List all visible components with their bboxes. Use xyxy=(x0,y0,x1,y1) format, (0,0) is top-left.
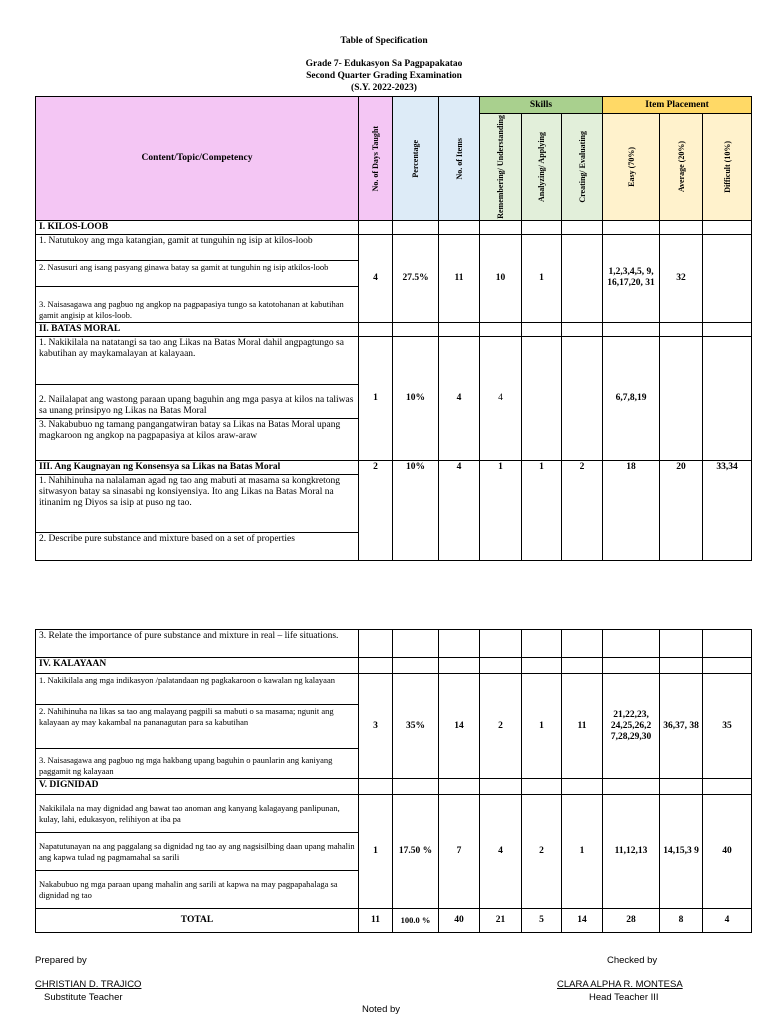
total-remembering: 21 xyxy=(480,909,522,933)
remembering-value: 4 xyxy=(480,795,522,909)
analyzing-value: 1 xyxy=(522,674,562,779)
difficult-value xyxy=(703,234,752,322)
competency-item: 1. Nakikilala na natatangi sa tao ang Likas na Batas Moral dahil angpagtungo sa kabutihan ay maykamalayan at kalayaan. xyxy=(36,336,359,384)
percentage-value: 17.50 % xyxy=(393,795,439,909)
percentage-value: 10% xyxy=(393,460,439,560)
header-easy: Easy (70%) xyxy=(626,147,636,187)
items-value: 11 xyxy=(439,234,480,322)
easy-value: 11,12,13 xyxy=(603,795,660,909)
remembering-value: 4 xyxy=(480,336,522,460)
header-analyzing: Analyzing/ Applying xyxy=(537,131,546,202)
checked-by-role: Head Teacher III xyxy=(589,992,659,1003)
easy-value: 21,22,23, 24,25,26,2 7,28,29,30 xyxy=(603,674,660,779)
checked-by-label: Checked by xyxy=(607,955,658,966)
remembering-value: 2 xyxy=(480,674,522,779)
competency-item: Nakabubuo ng mga paraan upang mahalin ang sarili at kapwa na may pagpapahalaga sa dignidad ng tao xyxy=(36,871,359,909)
creating-value xyxy=(562,336,603,460)
header-average: Average (20%) xyxy=(676,141,686,193)
total-days: 11 xyxy=(359,909,393,933)
items-value: 14 xyxy=(439,674,480,779)
prepared-by-name: CHRISTIAN D. TRAJICO xyxy=(35,979,142,990)
difficult-value: 33,34 xyxy=(703,460,752,560)
easy-value: 1,2,3,4,5, 9, 16,17,20, 31 xyxy=(603,234,660,322)
competency-item: 2. Describe pure substance and mixture based on a set of properties xyxy=(36,532,359,560)
competency-item: 3. Naisasagawa ang pagbuo ng angkop na pagpapasiya tungo sa katotohanan at kabutihan gamit angisip at kilos-loob. xyxy=(36,286,359,322)
days-value: 2 xyxy=(359,460,393,560)
analyzing-value xyxy=(522,336,562,460)
header-creating: Creating/ Evaluating xyxy=(577,131,587,203)
prepared-by-role: Substitute Teacher xyxy=(44,992,123,1003)
document-subtitle-year: (S.Y. 2022-2023) xyxy=(351,83,417,93)
average-value: 32 xyxy=(660,234,703,322)
total-percentage: 100.0 % xyxy=(393,909,439,933)
total-difficult: 4 xyxy=(703,909,752,933)
percentage-value: 35% xyxy=(393,674,439,779)
difficult-value xyxy=(703,336,752,460)
document-subtitle-grade: Grade 7- Edukasyon Sa Pagpapakatao xyxy=(305,59,463,69)
percentage-value: 10% xyxy=(393,336,439,460)
document-title: Table of Specification xyxy=(340,36,428,46)
average-value xyxy=(660,336,703,460)
average-value: 14,15,3 9 xyxy=(660,795,703,909)
header-item-placement: Item Placement xyxy=(603,97,752,114)
competency-item: 2. Nailalapat ang wastong paraan upang baguhin ang mga pasya at kilos na taliwas sa unang prinsipyo ng Likas na Batas Moral xyxy=(36,384,359,418)
competency-item: 2. Nahihinuha na likas sa tao ang malayang pagpili sa mabuti o sa masama; ngunit ang kalayaan ay may kakambal na pananagutan para sa kabutihan xyxy=(36,705,359,749)
difficult-value: 40 xyxy=(703,795,752,909)
header-remembering: Remembering/ Understanding xyxy=(496,115,505,219)
competency-item: 2. Nasusuri ang isang pasyang ginawa batay sa gamit at tunguhin ng isip atkilos-loob xyxy=(36,260,359,286)
easy-value: 6,7,8,19 xyxy=(603,336,660,460)
creating-value: 11 xyxy=(562,674,603,779)
easy-value: 18 xyxy=(603,460,660,560)
average-value: 20 xyxy=(660,460,703,560)
days-value: 3 xyxy=(359,674,393,779)
total-label: TOTAL xyxy=(36,909,359,933)
section-title: IV. KALAYAAN xyxy=(36,658,359,674)
items-value: 4 xyxy=(439,460,480,560)
checked-by-name: CLARA ALPHA R. MONTESA xyxy=(557,979,683,990)
header-content: Content/Topic/Competency xyxy=(36,97,359,221)
total-creating: 14 xyxy=(562,909,603,933)
competency-item: 1. Natutukoy ang mga katangian, gamit at tunguhin ng isip at kilos-loob xyxy=(36,234,359,260)
spec-table-page1 xyxy=(35,96,752,561)
days-value: 1 xyxy=(359,795,393,909)
competency-item: 3. Relate the importance of pure substance and mixture in real – life situations. xyxy=(36,630,359,658)
remembering-value: 10 xyxy=(480,234,522,322)
remembering-value: 1 xyxy=(480,460,522,560)
days-value: 4 xyxy=(359,234,393,322)
creating-value: 1 xyxy=(562,795,603,909)
document-subtitle-exam: Second Quarter Grading Examination xyxy=(306,71,462,81)
average-value: 36,37, 38 xyxy=(660,674,703,779)
analyzing-value: 1 xyxy=(522,234,562,322)
competency-item: Napatutunayan na ang paggalang sa dignidad ng tao ay ang nagsisilbing daan upang mahalin ang kapwa tulad ng pagmamahal sa sarili xyxy=(36,833,359,871)
section-title: I. KILOS-LOOB xyxy=(36,220,359,234)
prepared-by-label: Prepared by xyxy=(35,955,87,966)
creating-value xyxy=(562,234,603,322)
competency-item: 1. Nahihinuha na nalalaman agad ng tao ang mabuti at masama sa kongkretong sitwasyon batay sa sinasabi ng konsiyensiya. Ito ang Likas na Batas Moral na itinanim ng Diyos sa isip at puso ng tao. xyxy=(36,474,359,532)
header-percentage: Percentage xyxy=(411,139,420,178)
competency-item: 3. Nakabubuo ng tamang pangangatwiran batay sa Likas na Batas Moral upang magkaroon ng angkop na pagpapasiya at kilos araw-araw xyxy=(36,418,359,460)
section-title: II. BATAS MORAL xyxy=(36,322,359,336)
competency-item: Nakikilala na may dignidad ang bawat tao anoman ang kanyang kalagayang panlipunan, kulay, lahi, edukasyon, relihiyon at iba pa xyxy=(36,795,359,833)
percentage-value: 27.5% xyxy=(393,234,439,322)
items-value: 4 xyxy=(439,336,480,460)
header-skills: Skills xyxy=(480,97,603,114)
days-value: 1 xyxy=(359,336,393,460)
total-average: 8 xyxy=(660,909,703,933)
noted-by-label: Noted by xyxy=(362,1004,401,1015)
header-items: No. of Items xyxy=(454,137,464,180)
competency-item: 1. Nakikilala ang mga indikasyon /palatandaan ng pagkakaroon o kawalan ng kalayaan xyxy=(36,674,359,705)
header-days: No. of Days Taught xyxy=(371,125,380,192)
difficult-value: 35 xyxy=(703,674,752,779)
section-title: III. Ang Kaugnayan ng Konsensya sa Likas na Batas Moral xyxy=(36,460,359,474)
analyzing-value: 2 xyxy=(522,795,562,909)
total-items: 40 xyxy=(439,909,480,933)
header-difficult: Difficult (10%) xyxy=(722,141,732,193)
section-title: V. DIGNIDAD xyxy=(36,779,359,795)
total-analyzing: 5 xyxy=(522,909,562,933)
spec-table-page2 xyxy=(35,629,752,933)
total-easy: 28 xyxy=(603,909,660,933)
creating-value: 2 xyxy=(562,460,603,560)
competency-item: 3. Naisasagawa ang pagbuo ng mga hakbang upang baguhin o paunlarin ang kaniyang paggamit ng kalayaan xyxy=(36,749,359,779)
analyzing-value: 1 xyxy=(522,460,562,560)
items-value: 7 xyxy=(439,795,480,909)
